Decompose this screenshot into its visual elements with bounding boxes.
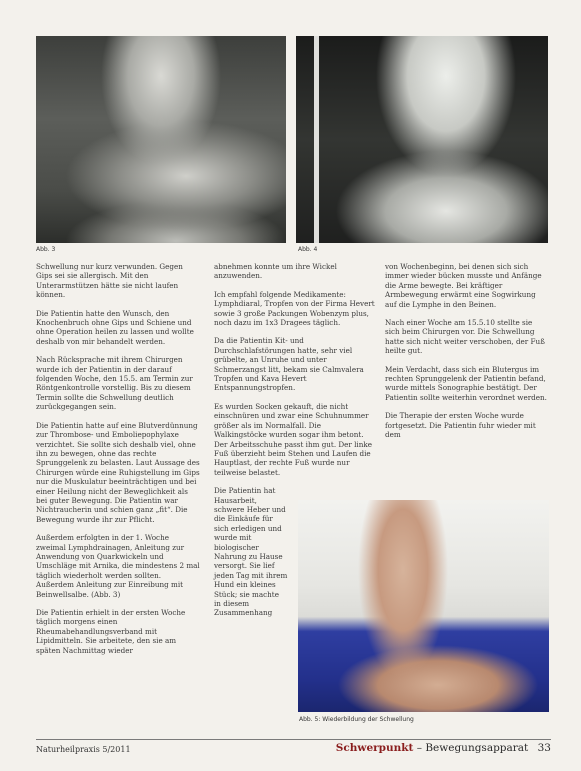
paragraph: Nach Rücksprache mit ihrem Chirurgen wurde ich der Patientin in der darauf folgenden Woche, den 15.5. am Termin zur Röntgenkontrolle vorstellig. Bis zu diesem Termin sollte die Schwellung deutlich zurückgegangen sein. [36, 355, 193, 412]
paragraph: Da die Patientin Kit- und Durchschlafstörungen hatte, sehr viel grübelte, an Unruhe und unter Schmerzangst litt, bekam sie Calmvalera Tropfen und Kava Hevert Entspannungstropfen. [214, 336, 364, 393]
paragraph: abnehmen konnte um ihre Wickel anzuwenden. [214, 262, 337, 281]
paragraph: von Wochenbeginn, bei denen sich sich immer wieder bücken musste und Anfänge die Arme bewegte. Bei kräftiger Armbewegung erwärmt eine Sogwirkung auf die Lymphe in den Beinen. [385, 262, 542, 309]
leg-photo [298, 500, 549, 712]
paragraph: Schwellung nur kurz verwunden. Gegen Gips sei sie allergisch. Mit den Unterarmstützen hätte sie nicht laufen können. [36, 262, 183, 300]
paragraph: Die Patientin hat Hausarbeit, schwere Heber und die Einkäufe für sich erledigen und wurde mit biologischer Nahrung zu Hause versorgt. Sie lief jeden Tag mit ihrem Hund ein kleines Stück; sie machte in diesem Zusammenhang [214, 486, 288, 618]
footer-section [336, 742, 551, 754]
paragraph: Die Patientin erhielt in der ersten Woche täglich morgens einen Rheumabehandlungsverband mit Lipidmitteln. Sie arbeitete, den sie am späten Nachmittag wieder [36, 608, 186, 655]
paragraph: Die Therapie der ersten Woche wurde fortgesetzt. Die Patientin fuhr wieder mit dem [385, 411, 536, 440]
footer-section-subtitle: – Bewegungsapparat [413, 742, 529, 754]
paragraph: Ich empfahl folgende Medikamente: Lymphdiaral, Tropfen von der Firma Hevert sowie 3 große Packungen Wobenzym plus, noch dazu im 1x3 Dragees täglich. [214, 289, 375, 328]
figure-caption-3: Abb. 3 [36, 246, 56, 253]
page-number: 33 [537, 742, 551, 754]
xray-image-1 [36, 36, 286, 243]
footer-rule [36, 739, 551, 740]
paragraph: Die Patientin hatte auf eine Blutverdünnung zur Thrombose- und Emboliepophylaxe verzichtet. Sie sollte sich deshalb viel, ohne ihn zu bewegen, ohne das rechte Sprunggelenk zu belasten. Laut Aussage des Chirurgen würde eine Ruhigstellung im Gips nur die Muskulatur beeinträchtigen und bei einer Heilung nicht der Beweglichkeit als bei guter Bewegung. Die Patientin war Nichtraucherin und schien ganz „fit“. Die Bewegung wurde ihr zur Pflicht. [36, 420, 200, 524]
paragraph: Außerdem erfolgten in der 1. Woche zweimal Lymphdrainagen, Anleitung zur Anwendung von Quarkwickeln und Umschläge mit Arnika, die mindestens 2 mal täglich wiederholt werden sollten. Außerdem Anleitung zur Einreibung mit Beinwellsalbe. (Abb. 3) [36, 533, 200, 599]
text-column-3 [385, 262, 549, 449]
figure-caption-5: Abb. 5: Wiederbildung der Schwellung [299, 716, 414, 723]
paragraph: Es wurden Socken gekauft, die nicht einschnüren und zwar eine Schuhnummer größer als im Normalfall. Die Walkingstöcke wurden sogar ihm betont. Der Arbeitsschuhe passt ihm gut. Der linke Fuß überzieht beim Stehen und Laufen die Hauptlast, der rechte Fuß wurde nur teilweise belastet. [214, 401, 372, 477]
figure-caption-4: Abb. 4 [298, 246, 318, 253]
paragraph: Mein Verdacht, dass sich ein Blutergus im rechten Sprunggelenk der Patientin befand, wurde mittels Sonographie bestätigt. Der Patientin sollte weiterhin verordnet werden. [385, 364, 547, 402]
text-column-1 [36, 262, 200, 664]
xray-image-2 [296, 36, 548, 243]
footer-section-title: Schwerpunkt [335, 742, 414, 754]
paragraph: Nach einer Woche am 15.5.10 stellte sie sich beim Chirurgen vor. Die Schwellung hatte sich nicht weiter verschoben, der Fuß heilte gut. [385, 318, 545, 356]
footer-publication: Naturheilpraxis 5/2011 [36, 745, 131, 754]
xray-rod [314, 36, 319, 243]
paragraph: Die Patientin hatte den Wunsch, den Knochenbruch ohne Gips und Schiene und ohne Operation heilen zu lassen und wollte deshalb von mir behandelt werden. [36, 308, 194, 346]
